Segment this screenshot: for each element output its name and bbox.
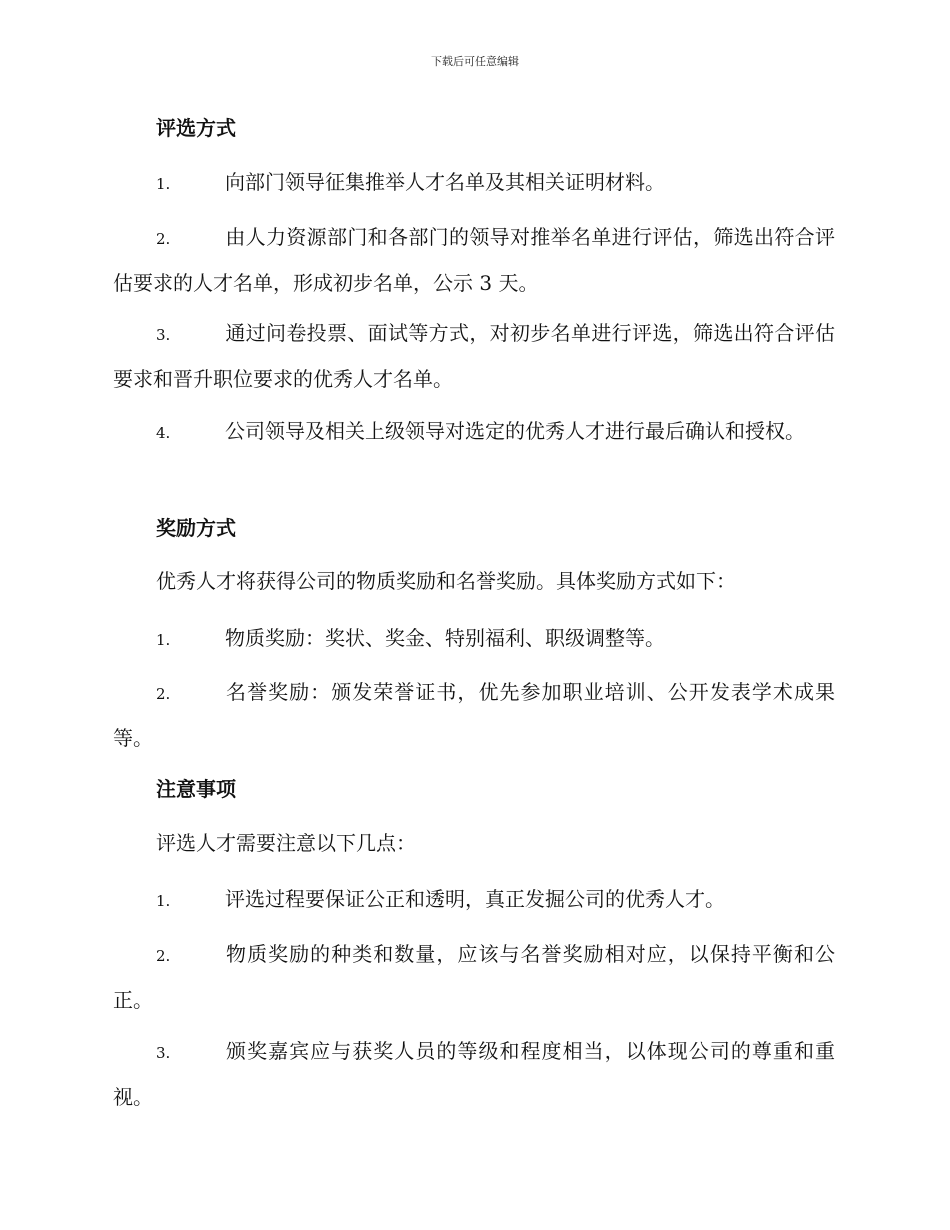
list-item-number: 1. — [156, 892, 171, 910]
list-item — [113, 670, 835, 760]
list-item-text: 由人力资源部门和各部门的领导对推举名单进行评估，筛选出符合评估要求的人才名单，形成初步名单，公示 3 天。 — [113, 225, 835, 295]
list-item — [113, 1029, 835, 1119]
list-item-number: 3. — [156, 326, 171, 344]
list-item-number: 1. — [156, 175, 171, 193]
section-intro: 评选人才需要注意以下几点： — [156, 831, 416, 855]
list-item-text: 通过问卷投票、面试等方式，对初步名单进行评选，筛选出符合评估要求和晋升职位要求的优秀人才名单。 — [113, 321, 835, 391]
list-item-number: 1. — [156, 631, 171, 649]
list-item — [113, 160, 835, 206]
list-item-text: 公司领导及相关上级领导对选定的优秀人才进行最后确认和授权。 — [225, 419, 805, 443]
list-item-number: 2. — [156, 947, 171, 965]
list-item-text: 颁奖嘉宾应与获奖人员的等级和程度相当，以体现公司的尊重和重视。 — [113, 1039, 835, 1109]
list-item — [113, 877, 835, 923]
list-item — [113, 616, 835, 662]
list-item-text: 评选过程要保证公正和透明，真正发掘公司的优秀人才。 — [225, 887, 725, 911]
list-item-text: 名誉奖励：颁发荣誉证书，优先参加职业培训、公开发表学术成果等。 — [113, 680, 835, 750]
list-item — [113, 215, 835, 305]
section-intro: 优秀人才将获得公司的物质奖励和名誉奖励。具体奖励方式如下： — [156, 569, 736, 593]
list-item — [113, 409, 835, 455]
section-heading-notes: 注意事项 — [156, 777, 236, 801]
list-item-text: 物质奖励：奖状、奖金、特别福利、职级调整等。 — [225, 626, 665, 650]
section-heading-selection: 评选方式 — [156, 116, 236, 140]
list-item-number: 2. — [156, 230, 171, 248]
list-item-text: 向部门领导征集推举人才名单及其相关证明材料。 — [225, 170, 665, 194]
list-item-number: 2. — [156, 685, 171, 703]
list-item-text: 物质奖励的种类和数量，应该与名誉奖励相对应，以保持平衡和公正。 — [113, 942, 835, 1012]
list-item-number: 4. — [156, 424, 171, 442]
list-item-number: 3. — [156, 1044, 171, 1062]
list-item — [113, 932, 835, 1022]
list-item — [113, 311, 835, 401]
section-heading-rewards: 奖励方式 — [156, 516, 236, 540]
page-header-note: 下载后可任意编辑 — [431, 55, 519, 68]
